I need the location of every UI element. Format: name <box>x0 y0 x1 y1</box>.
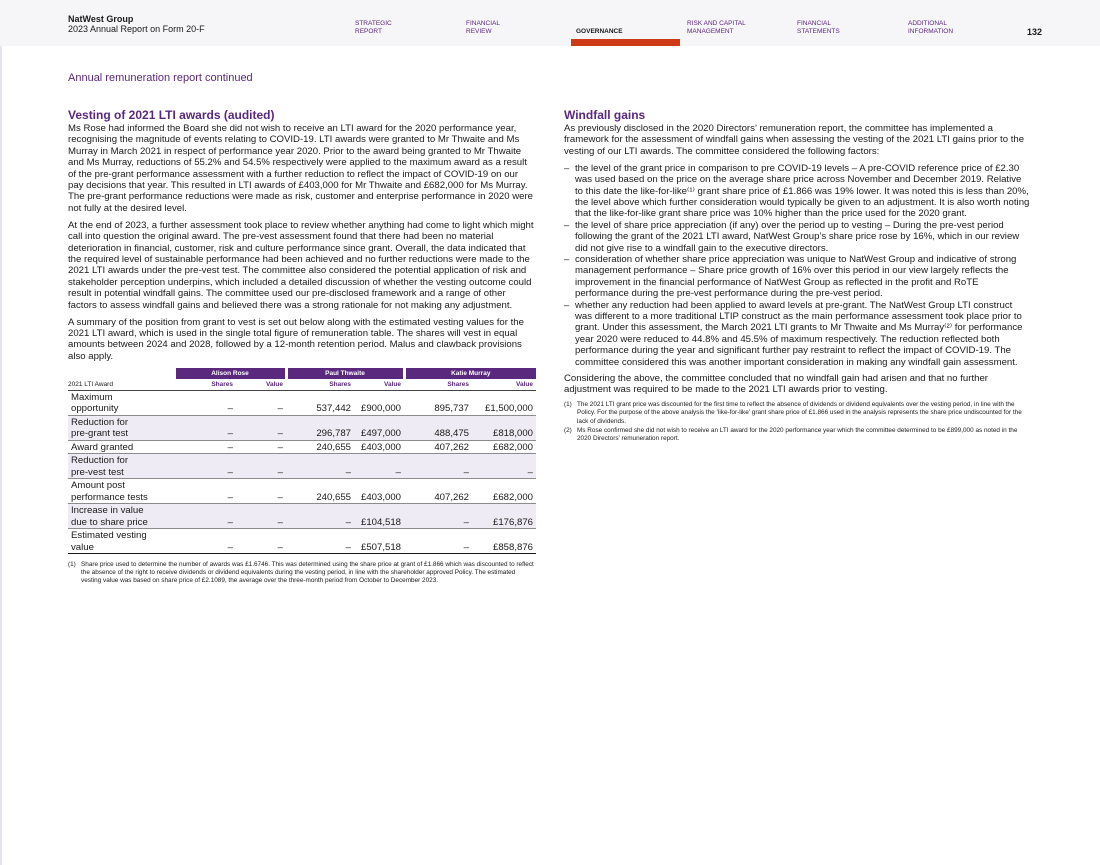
table-corner-label: 2021 LTI Award <box>68 379 174 391</box>
table-row <box>68 440 536 454</box>
table-cell: £176,876 <box>472 504 536 529</box>
table-cell: 240,655 <box>286 479 354 504</box>
table-cell: – <box>174 454 236 479</box>
list-item: – consideration of whether share price appreciation was unique to NatWest Group and indicative of strong management performance – Share price growth of 16% over this period in our view largely reflects the improvement in the financial performance of NatWest Group as reflected in the profit and RoTE performance during the pre-vest performance during the pre-vest period. <box>564 253 1017 300</box>
table-cell: £1,500,000 <box>472 390 536 415</box>
table-cell: 407,262 <box>404 479 472 504</box>
footnote-text: The 2021 LTI grant price was discounted for the first time to reflect the absence of dividends or dividend equivalents over the vesting period, in line with the Policy. For the purpose of the above analysis the ‘like-for-like’ grant share price of £1.866 used in the analysis represents the share price undiscounted for the lack of dividends. <box>577 401 1022 425</box>
footnote-text: Ms Rose confirmed she did not wish to receive an LTI award for the 2020 performance year which the committee determined to be £899,000 as noted in the 2020 Directors’ remuneration report. <box>577 426 1018 442</box>
nav-governance[interactable]: GOVERNANCE <box>576 28 623 35</box>
group-paul-thwaite: Paul Thwaite <box>286 368 404 379</box>
table-cell: – <box>472 454 536 479</box>
vesting-paragraph-2: At the end of 2023, a further assessment took place to review whether anything had come to light which might call into question the original award. The pre-vest assessment found that there had been no material deterioration in financial, customer, risk and culture performance since grant. Overall, the data indicated that the required level of sustainable performance had been achieved and no further reductions were made to the 2021 LTI awards under the pre-vest test. The committee also considered the potential application of risk and stakeholder perception underpins, which included a detailed discussion of whether the vesting outcome could result in potential windfall gains. The committee used our pre-disclosed framework and a range of other factors to assess windfall gains and believed there was a strong rationale for not making any adjustment. <box>68 219 534 311</box>
page-number: 132 <box>1027 27 1043 37</box>
windfall-heading: Windfall gains <box>564 108 646 122</box>
page-edge <box>0 0 2 865</box>
col-value-header: Value <box>354 379 404 391</box>
table-cell: £682,000 <box>472 440 536 454</box>
list-item: – whether any reduction had been applied to award levels at pre-grant. The NatWest Group LTI construct was different to a more traditional LTIP construct as the main performance assessment took place prior to grant. Under this assessment, the March 2021 LTI grants to Mr Thwaite and Ms Murray⁽²⁾ for performance year 2020 were reduced to 44.8% and 45.5% of maximum respectively. The reduction reflected both performance during the year and significant further pay restraint to reflect the impact of COVID-19. The committee considered this was another important consideration in making any windfall gain assessment. <box>564 299 1023 368</box>
table-cell: – <box>286 529 354 554</box>
table-row <box>68 479 536 504</box>
table-cell: – <box>236 529 286 554</box>
table-cell: 488,475 <box>404 415 472 440</box>
table-row <box>68 529 536 554</box>
table-cell: 537,442 <box>286 390 354 415</box>
table-cell: – <box>236 440 286 454</box>
table-cell: – <box>286 504 354 529</box>
active-tab-indicator <box>571 39 680 46</box>
table-cell: – <box>354 454 404 479</box>
footnote-text: Share price used to determine the number of awards was £1.6746. This was determined using the share price at grant of £1.866 which was discounted to reflect the absence of the right to receive dividends or dividend equivalents during the vesting period, in line with the shareholder approved Policy. The estimated vesting value was based on share price of £2.1089, the average over the three-month period from October to December 2023. <box>81 561 534 585</box>
table-row <box>68 390 536 415</box>
vesting-paragraph-3: A summary of the position from grant to vest is set out below along with the estimated vesting values for the 2021 LTI award, which is used in the single total figure of remuneration table. The shares will vest in equal amounts between 2024 and 2028, followed by a 12-month retention period. Malus and clawback provisions also apply. <box>68 316 524 362</box>
table-cell: – <box>174 415 236 440</box>
table-cell: – <box>404 529 472 554</box>
footnote-number: (1) <box>564 401 572 409</box>
table-cell: 895,737 <box>404 390 472 415</box>
table-cell: – <box>404 504 472 529</box>
row-label: Reduction for pre-vest test <box>68 454 174 479</box>
windfall-intro: As previously disclosed in the 2020 Directors’ remuneration report, the committee has implemented a framework for the assessment of windfall gains when assessing the vesting of the 2021 LTI gains prior to the vesting of our LTI awards. The committee considered the following factors: <box>564 123 1025 157</box>
table-subheader-row <box>68 379 536 391</box>
row-label: Reduction for pre-grant test <box>68 415 174 440</box>
row-label: Estimated vesting value <box>68 529 174 554</box>
table-cell: – <box>236 504 286 529</box>
col-shares-header: Shares <box>286 379 354 391</box>
table-cell: £507,518 <box>354 529 404 554</box>
group-katie-murray: Katie Murray <box>404 368 536 379</box>
table-cell: £403,000 <box>354 479 404 504</box>
table-row <box>68 415 536 440</box>
header-bar <box>0 0 1100 46</box>
table-group-row <box>68 368 536 379</box>
vesting-paragraph-1: Ms Rose had informed the Board she did not wish to receive an LTI award for the 2020 performance year, recognising the magnitude of events relating to COVID-19. LTI awards were granted to Mr Thwaite and Ms Murray in March 2021 in respect of performance year 2020. Prior to the award being granted to Mr Thwaite and Ms Murray, reductions of 55.2% and 54.5% respectively were applied to the maximum award as a result of the pre-grant performance assessment with a further reduction to reflect the impact of COVID-19 on our pay decisions that year. This resulted in LTI awards of £403,000 for Mr Thwaite and £682,000 for Ms Murray. The pre-grant performance reductions were made as risk, customer and enterprise performance in 2020 were not fully at the desired level. <box>68 123 533 214</box>
table-cell: – <box>236 454 286 479</box>
vesting-heading: Vesting of 2021 LTI awards (audited) <box>68 108 275 122</box>
list-item-text: the level of share price appreciation (if any) over the period up to vesting – During the pre-vest period following the grant of the 2021 LTI award, NatWest Group’s share price rose by 16%, which in our review did not give rise to a windfall gain to the executive directors. <box>575 219 1020 254</box>
company-name: NatWest Group <box>68 14 134 24</box>
table-cell: 240,655 <box>286 440 354 454</box>
footnote-number: (2) <box>564 426 572 434</box>
row-label: Award granted <box>68 440 174 454</box>
table-cell: £104,518 <box>354 504 404 529</box>
list-item: – the level of share price appreciation (if any) over the period up to vesting – During the pre-vest period following the grant of the 2021 LTI award, NatWest Group’s share price rose by 16%, which in our review did not give rise to a windfall gain to the executive directors. <box>564 219 1020 254</box>
table-cell: – <box>174 504 236 529</box>
report-title: 2023 Annual Report on Form 20-F <box>68 24 205 34</box>
footnote-number: (1) <box>68 561 76 569</box>
right-footnote <box>564 401 1032 425</box>
table-cell: – <box>236 390 286 415</box>
table-cell: £682,000 <box>472 479 536 504</box>
col-value-header: Value <box>236 379 286 391</box>
nav-strategic-report[interactable]: STRATEGIC REPORT <box>355 20 392 35</box>
table-cell: £818,000 <box>472 415 536 440</box>
table-row <box>68 454 536 479</box>
left-column <box>68 108 536 585</box>
table-cell: – <box>404 454 472 479</box>
table-cell: £858,876 <box>472 529 536 554</box>
nav-financial-review[interactable]: FINANCIAL REVIEW <box>466 20 500 35</box>
table-cell: – <box>286 454 354 479</box>
table-cell: – <box>174 390 236 415</box>
table-cell: 407,262 <box>404 440 472 454</box>
nav-additional-information[interactable]: ADDITIONAL INFORMATION <box>908 20 954 35</box>
table-cell: – <box>236 479 286 504</box>
list-item-text: the level of the grant price in comparison to pre COVID-19 levels – A pre-COVID reference price of £2.30 was used based on the price on the average share price across November and December 2019. Relative to this date the like-for-like⁽¹⁾ grant share price of £1.866 was 19% lower. It was noted this is less than 20%, the level above which further consideration would typically be given to an adjustment. It is also worth noting that the like-for-like grant share price was 10% higher than the price used for the 2020 grant. <box>575 162 1030 220</box>
col-shares-header: Shares <box>404 379 472 391</box>
table-cell: – <box>174 440 236 454</box>
col-shares-header: Shares <box>174 379 236 391</box>
list-item-text: consideration of whether share price appreciation was unique to NatWest Group and indicative of strong management performance – Share price growth of 16% over this period in our view largely reflects the improvement in the financial performance of NatWest Group as reflected in the profit and RoTE performance during the pre-vest performance during the pre-vest period. <box>575 253 1017 300</box>
table-cell: – <box>236 415 286 440</box>
row-label: Amount post performance tests <box>68 479 174 504</box>
right-column <box>564 108 1032 443</box>
section-subtitle: Annual remuneration report continued <box>68 72 253 84</box>
row-label: Increase in value due to share price <box>68 504 174 529</box>
table-row <box>68 504 536 529</box>
right-footnote <box>564 427 1032 443</box>
table-corner <box>68 368 174 379</box>
table-cell: – <box>174 529 236 554</box>
table-footnote <box>68 561 536 585</box>
table-cell: £900,000 <box>354 390 404 415</box>
lti-award-table <box>68 368 536 555</box>
nav-financial-statements[interactable]: FINANCIAL STATEMENTS <box>797 20 840 35</box>
nav-risk-capital-management[interactable]: RISK AND CAPITAL MANAGEMENT <box>687 20 746 35</box>
table-cell: £497,000 <box>354 415 404 440</box>
windfall-conclusion: Considering the above, the committee concluded that no windfall gain had arisen and that no further adjustment was required to be made to the 2021 LTI awards prior to vesting. <box>564 373 988 396</box>
brand <box>68 14 205 35</box>
col-value-header: Value <box>472 379 536 391</box>
list-item-text: whether any reduction had been applied to award levels at pre-grant. The NatWest Group LTI construct was different to a more traditional LTIP construct as the main performance assessment took place prior to grant. Under this assessment, the March 2021 LTI grants to Mr Thwaite and Ms Murray⁽²⁾ for performance year 2020 were reduced to 44.8% and 45.5% of maximum respectively. The reduction reflected both performance during the year and significant further pay restraint to reflect the impact of COVID-19. The committee considered this was another important consideration in making any windfall gain assessment. <box>575 299 1023 368</box>
row-label: Maximum opportunity <box>68 390 174 415</box>
table-cell: – <box>174 479 236 504</box>
group-alison-rose: Alison Rose <box>174 368 286 379</box>
table-cell: £403,000 <box>354 440 404 454</box>
table-cell: 296,787 <box>286 415 354 440</box>
factors-list <box>564 163 1032 368</box>
list-item: – the level of the grant price in comparison to pre COVID-19 levels – A pre-COVID reference price of £2.30 was used based on the price on the average share price across November and December 2019. Relative to this date the like-for-like⁽¹⁾ grant share price of £1.866 was 19% lower. It was noted this is less than 20%, the level above which further consideration would typically be given to an adjustment. It is also worth noting that the like-for-like grant share price was 10% higher than the price used for the 2020 grant. <box>564 162 1030 220</box>
